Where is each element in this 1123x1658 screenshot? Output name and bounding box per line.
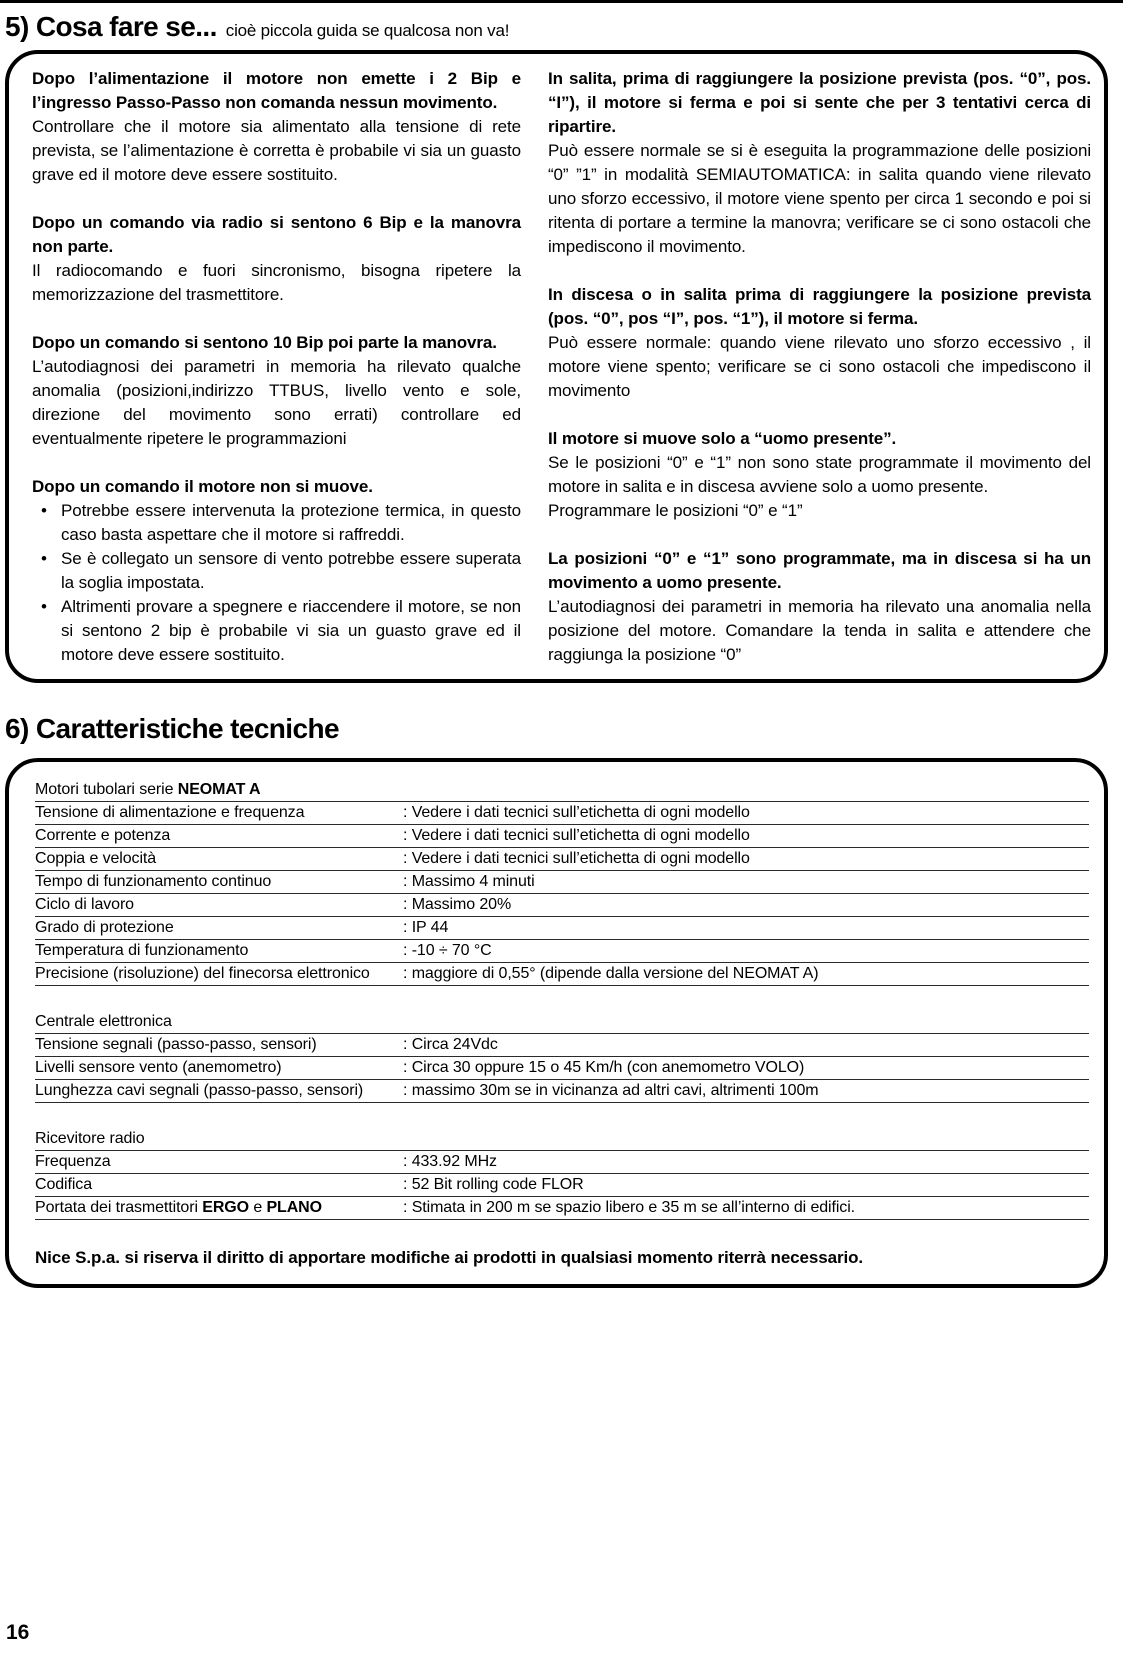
row-label-text: Frequenza [35,1153,111,1170]
row-value: : -10 ÷ 70 °C [403,942,492,959]
section5-header [0,0,1123,43]
row-label [35,1036,403,1054]
table-row [35,848,1089,871]
row-label [35,1176,403,1194]
row-label [35,1153,403,1171]
bullet-marker: • [41,549,47,568]
table-row [35,1174,1089,1197]
bullet-text: Altrimenti provare a spegnere e riaccendere il motore, se non si sentono 2 bip è probabile vi sia un guasto grave ed il motore deve essere sostituito. [61,597,521,664]
row-label-text: Codifica [35,1176,93,1193]
bullet-item [32,547,521,595]
row-label [35,827,403,845]
trouble-heading: Dopo un comando si sentono 10 Bip poi parte la manovra. [32,333,497,352]
row-label-text: Grado di protezione [35,919,174,936]
trouble-heading: Dopo un comando via radio si sentono 6 Bip e la manovra non parte. [32,213,521,256]
row-label-text: Coppia e velocità [35,850,157,867]
row-label-text: Tensione segnali (passo-passo, sensori) [35,1036,317,1053]
trouble-heading: Dopo l’alimentazione il motore non emette i 2 Bip e l’ingresso Passo-Passo non comanda nessun movimento. [32,69,521,112]
group-header-label [35,781,261,799]
row-value: : Vedere i dati tecnici sull’etichetta di ogni modello [403,827,750,844]
bullet-marker: • [41,501,47,520]
row-label [35,896,403,914]
row-label-text: Ciclo di lavoro [35,896,134,913]
row-label-bold: PLANO [266,1199,322,1216]
trouble-heading: Il motore si muove solo a “uomo presente”. [548,429,897,448]
row-value: : Stimata in 200 m se spazio libero e 35 m se all’interno di edifici. [403,1199,855,1216]
trouble-item [548,283,1091,403]
section5-title: 5) Cosa fare se... [5,11,217,42]
trouble-paragraph: Il radiocomando e fuori sincronismo, bisogna ripetere la memorizzazione del trasmettitore. [32,261,521,304]
section6-title: 6) Caratteristiche tecniche [5,713,339,744]
trouble-item [548,547,1091,667]
row-label [35,1199,403,1217]
troubleshooting-panel [5,50,1108,683]
trouble-item [32,211,521,307]
table-row [35,802,1089,825]
table-row [35,917,1089,940]
table-group-header [35,1128,1089,1151]
tech-specs-table [35,779,1089,1220]
trouble-heading: In salita, prima di raggiungere la posizione prevista (pos. “0”, pos. “I”), il motore si ferma e poi si sente che per 3 tentativi cerca di ripartire. [548,69,1091,136]
row-label-text: Temperatura di funzionamento [35,942,249,959]
bullet-item [32,499,521,547]
row-value: : 52 Bit rolling code FLOR [403,1176,584,1193]
table-group-gap [35,986,1089,1011]
row-label-text: Portata dei trasmettitori [35,1199,203,1216]
trouble-paragraph: Può essere normale: quando viene rilevato uno sforzo eccessivo , il motore viene spento; verificare se ci sono ostacoli che impediscono il movimento [548,333,1091,400]
table-row [35,894,1089,917]
row-label-text: e [248,1199,267,1216]
trouble-heading: Dopo un comando il motore non si muove. [32,477,373,496]
trouble-heading: In discesa o in salita prima di raggiungere la posizione prevista (pos. “0”, pos “I”, pos. “1”), il motore si ferma. [548,285,1091,328]
row-label [35,804,403,822]
group-header-label [35,1130,145,1148]
row-label-text: Tensione di alimentazione e frequenza [35,804,305,821]
top-divider [0,0,1123,3]
row-label [35,919,403,937]
table-row [35,940,1089,963]
table-group-gap [35,1103,1089,1128]
row-label-text: Lunghezza cavi segnali (passo-passo, sensori) [35,1082,364,1099]
row-label [35,965,403,983]
trouble-item [32,67,521,187]
bullet-marker: • [41,597,47,616]
row-label-text: Tempo di funzionamento continuo [35,873,272,890]
row-label-text: Livelli sensore vento (anemometro) [35,1059,282,1076]
table-row [35,1057,1089,1080]
table-row [35,1151,1089,1174]
section5-subtitle: cioè piccola guida se qualcosa non va! [225,21,510,40]
row-value: : Circa 30 oppure 15 o 45 Km/h (con anemometro VOLO) [403,1059,805,1076]
row-value: : massimo 30m se in vicinanza ad altri cavi, altrimenti 100m [403,1082,819,1099]
group-header-text: Ricevitore radio [35,1130,145,1147]
row-label [35,942,403,960]
troubleshooting-column-right [548,67,1091,667]
row-label [35,850,403,868]
row-label-text: Precisione (risoluzione) del finecorsa elettronico [35,965,370,982]
trouble-heading: La posizioni “0” e “1” sono programmate, ma in discesa si ha un movimento a uomo presente. [548,549,1091,592]
group-header-text: Motori tubolari serie [35,781,178,798]
bullet-item [32,595,521,667]
trouble-paragraph: Se le posizioni “0” e “1” non sono state programmate il movimento del motore in salita e in discesa avviene solo a uomo presente. [548,453,1091,496]
bullet-text: Se è collegato un sensore di vento potrebbe essere superata la soglia impostata. [61,549,521,592]
row-value: : Massimo 4 minuti [403,873,535,890]
row-label-text: Corrente e potenza [35,827,171,844]
group-header-label [35,1013,172,1031]
row-value: : Massimo 20% [403,896,512,913]
trouble-paragraph: L’autodiagnosi dei parametri in memoria ha rilevato una anomalia nella posizione del motore. Comandare la tenda in salita e attendere che raggiunga la posizione “0” [548,597,1091,664]
table-row [35,1197,1089,1220]
trouble-item [32,475,521,667]
row-value: : 433.92 MHz [403,1153,497,1170]
disclaimer-text: Nice S.p.a. si riserva il diritto di apportare modifiche ai prodotti in qualsiasi momento riterrà necessario. [35,1248,863,1267]
trouble-paragraph: Può essere normale se si è eseguita la programmazione delle posizioni “0” ”1” in modalità SEMIAUTOMATICA: in salita quando viene rilevato uno sforzo eccessivo, il motore viene spento per circa 1 secondo e poi si ritenta di portare a termine la manovra; verificare se ci sono ostacoli che impediscono il movimento. [548,141,1091,256]
table-row [35,871,1089,894]
table-group-header [35,1011,1089,1034]
row-value: : Vedere i dati tecnici sull’etichetta di ogni modello [403,804,750,821]
trouble-item [32,331,521,451]
row-label [35,873,403,891]
group-header-bold: NEOMAT A [177,781,261,798]
troubleshooting-column-left [32,67,521,667]
trouble-item [548,67,1091,259]
row-label [35,1082,403,1100]
group-header-text: Centrale elettronica [35,1013,172,1030]
row-label-bold: ERGO [202,1199,249,1216]
row-label [35,1059,403,1077]
table-row [35,825,1089,848]
table-row [35,1080,1089,1103]
table-row [35,963,1089,986]
table-group-header [35,779,1089,802]
row-value: : Vedere i dati tecnici sull’etichetta di ogni modello [403,850,750,867]
trouble-paragraph: Programmare le posizioni “0” e “1” [548,501,803,520]
row-value: : maggiore di 0,55° (dipende dalla versione del NEOMAT A) [403,965,819,982]
tech-specs-panel [5,758,1108,1288]
bullet-text: Potrebbe essere intervenuta la protezione termica, in questo caso basta aspettare che il motore si raffreddi. [61,501,521,544]
row-value: : IP 44 [403,919,449,936]
trouble-item [548,427,1091,523]
page-number: 16 [6,1621,30,1644]
trouble-paragraph: L’autodiagnosi dei parametri in memoria ha rilevato qualche anomalia (posizioni,indirizzo TTBUS, livello vento e sole, direzione del movimento sono errati) controllare ed eventualmente ripetere le programmazioni [32,357,521,448]
table-row [35,1034,1089,1057]
row-value: : Circa 24Vdc [403,1036,498,1053]
trouble-paragraph: Controllare che il motore sia alimentato alla tensione di rete prevista, se l’alimentazione è corretta è probabile vi sia un guasto grave ed il motore deve essere sostituito. [32,117,521,184]
